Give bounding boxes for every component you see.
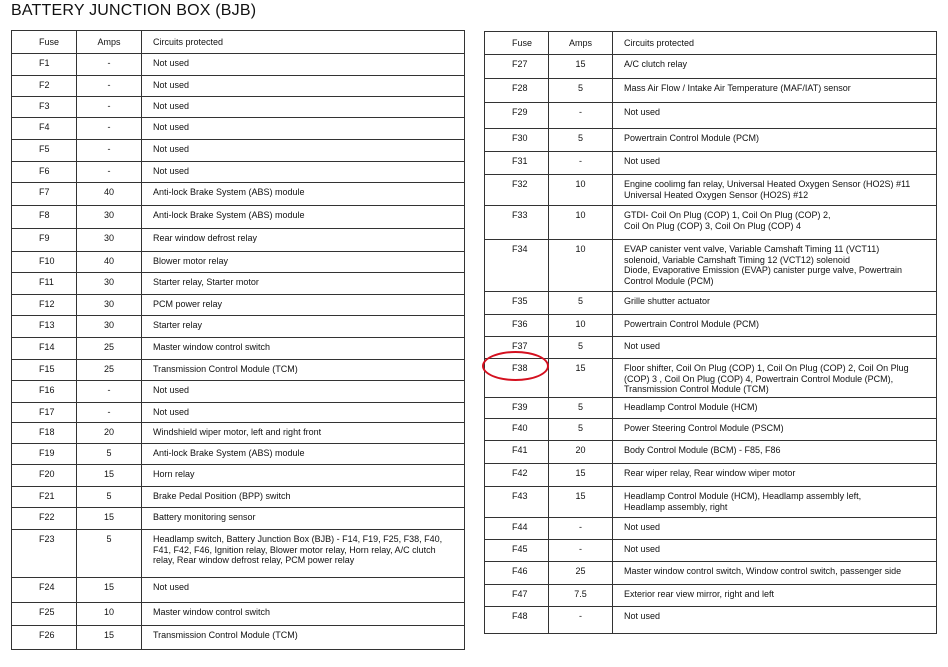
fuse-cell: F5	[12, 140, 77, 162]
circuits-cell	[613, 292, 937, 315]
circuits-cell	[613, 337, 937, 359]
circuits-line: A/C clutch relay	[624, 59, 688, 69]
fuse-cell: F34	[485, 240, 549, 292]
fuse-cell: F28	[485, 79, 549, 103]
amps-cell: 10	[549, 315, 613, 337]
table-header-row	[12, 31, 465, 54]
circuits-cell	[613, 79, 937, 103]
table-row	[12, 229, 465, 252]
circuits-line: Power Steering Control Module (PSCM)	[624, 423, 784, 433]
circuits-line: Starter relay	[153, 320, 203, 331]
table-row	[485, 292, 937, 315]
amps-cell: -	[549, 518, 613, 540]
amps-cell: -	[77, 97, 142, 118]
fuse-cell: F4	[12, 118, 77, 140]
amps-cell: 5	[549, 398, 613, 419]
fuse-cell: F2	[12, 76, 77, 97]
amps-cell: 5	[77, 444, 142, 465]
amps-cell: 15	[549, 487, 613, 518]
table-row	[485, 441, 937, 464]
circuits-line: Not used	[153, 58, 190, 69]
circuits-cell	[142, 625, 465, 649]
circuits-line: Not used	[153, 385, 190, 396]
table-row	[12, 625, 465, 649]
amps-cell: 15	[549, 359, 613, 398]
circuits-cell	[142, 118, 465, 140]
fuse-cell: F47	[485, 585, 549, 607]
circuits-line: Control Module (PCM)	[624, 275, 714, 286]
table-row	[12, 206, 465, 229]
circuits-line: Not used	[624, 544, 661, 554]
table-row	[12, 316, 465, 338]
table-row	[485, 152, 937, 175]
circuits-line: Anti-lock Brake System (ABS) module	[153, 448, 305, 459]
fuse-cell: F32	[485, 175, 549, 206]
amps-cell: -	[77, 162, 142, 183]
circuits-line: Rear window defrost relay	[153, 233, 258, 244]
circuits-line: solenoid, Variable Camshaft Timing 12 (VCT12) solenoid	[624, 254, 850, 265]
table-row	[12, 530, 465, 578]
table-row	[12, 602, 465, 625]
fuse-cell: F14	[12, 338, 77, 360]
table-row	[12, 273, 465, 295]
circuits-line: Not used	[153, 144, 190, 155]
fuse-cell: F41	[485, 441, 549, 464]
highlight-circle-f38	[482, 351, 549, 381]
amps-cell: 10	[549, 206, 613, 240]
circuits-line: Not used	[153, 101, 190, 112]
amps-cell: 5	[549, 337, 613, 359]
fuse-cell: F40	[485, 419, 549, 441]
amps-cell: -	[77, 118, 142, 140]
table-row	[485, 129, 937, 152]
fuse-cell: F48	[485, 607, 549, 634]
circuits-line: Master window control switch	[153, 342, 271, 353]
circuits-line: Not used	[624, 156, 661, 166]
circuits-cell	[142, 360, 465, 381]
fuse-cell: F18	[12, 423, 77, 444]
amps-cell: 10	[77, 602, 142, 625]
circuits-line: Headlamp switch, Battery Junction Box (BJB) - F14, F19, F25, F38, F40,	[153, 534, 443, 545]
table-row	[12, 444, 465, 465]
table-row	[12, 423, 465, 444]
circuits-line: Transmission Control Module (TCM)	[153, 364, 298, 375]
fuse-cell: F39	[485, 398, 549, 419]
table-row	[12, 403, 465, 423]
circuits-line: Powertrain Control Module (PCM)	[624, 133, 760, 143]
table-row	[485, 585, 937, 607]
table-row	[12, 97, 465, 118]
fuse-cell: F44	[485, 518, 549, 540]
circuits-line: Diode, Evaporative Emission (EVAP) canister purge valve, Powertrain	[624, 265, 902, 275]
table-header-row	[485, 32, 937, 55]
circuits-line: Transmission Control Module (TCM)	[153, 629, 298, 640]
circuits-cell	[613, 487, 937, 518]
circuits-cell	[142, 229, 465, 252]
circuits-line: Windshield wiper motor, left and right front	[153, 427, 322, 438]
amps-cell: 25	[77, 338, 142, 360]
circuits-line: Anti-lock Brake System (ABS) module	[153, 187, 305, 198]
table-row	[485, 175, 937, 206]
fuse-column-header: Fuse	[485, 32, 549, 55]
amps-cell: 15	[77, 578, 142, 602]
circuits-cell	[613, 585, 937, 607]
circuits-cell	[613, 540, 937, 562]
fuse-cell: F46	[485, 562, 549, 585]
circuits-line: Master window control switch	[153, 606, 271, 617]
table-row	[485, 562, 937, 585]
fuse-column-header: Fuse	[12, 31, 77, 54]
fuse-cell: F36	[485, 315, 549, 337]
table-row	[485, 540, 937, 562]
circuits-cell	[613, 129, 937, 152]
fuse-cell: F38	[485, 359, 549, 398]
amps-cell: -	[77, 54, 142, 76]
table-row	[485, 464, 937, 487]
fuse-cell: F7	[12, 183, 77, 206]
circuits-cell	[142, 465, 465, 487]
circuits-line: Headlamp Control Module (HCM)	[624, 402, 758, 412]
amps-cell: 5	[549, 292, 613, 315]
circuits-cell	[142, 338, 465, 360]
amps-cell: -	[77, 403, 142, 423]
circuits-cell	[613, 464, 937, 487]
fuse-cell: F35	[485, 292, 549, 315]
circuits-line: PCM power relay	[153, 299, 223, 310]
fuse-cell: F19	[12, 444, 77, 465]
circuits-cell	[142, 578, 465, 602]
amps-cell: -	[549, 103, 613, 129]
circuits-cell	[142, 273, 465, 295]
fuse-table-right	[484, 31, 937, 634]
circuits-cell	[142, 162, 465, 183]
circuits-line: Master window control switch, Window control switch, passenger side	[624, 566, 902, 576]
amps-cell: -	[549, 152, 613, 175]
circuits-line: Not used	[153, 166, 190, 177]
amps-cell: -	[77, 381, 142, 403]
table-row	[12, 338, 465, 360]
amps-cell: 15	[549, 464, 613, 487]
circuits-cell	[142, 316, 465, 338]
amps-cell: 15	[77, 465, 142, 487]
circuits-cell	[613, 55, 937, 79]
circuits-line: Body Control Module (BCM) - F85, F86	[624, 445, 781, 455]
circuits-line: F41, F42, F46, Ignition relay, Blower motor relay, Horn relay, A/C clutch	[153, 544, 436, 555]
circuits-cell	[613, 562, 937, 585]
amps-cell: -	[549, 540, 613, 562]
fuse-cell: F3	[12, 97, 77, 118]
amps-cell: 15	[77, 508, 142, 530]
fuse-cell: F17	[12, 403, 77, 423]
table-row	[485, 79, 937, 103]
fuse-cell: F11	[12, 273, 77, 295]
page-title: BATTERY JUNCTION BOX (BJB)	[11, 2, 257, 19]
circuits-cell	[142, 381, 465, 403]
table-row	[12, 140, 465, 162]
fuse-cell: F9	[12, 229, 77, 252]
amps-cell: 25	[77, 360, 142, 381]
fuse-cell: F12	[12, 295, 77, 316]
circuits-line: Not used	[624, 611, 661, 621]
table-row	[485, 315, 937, 337]
table-row	[485, 206, 937, 240]
amps-cell: 30	[77, 229, 142, 252]
circuits-line: Headlamp Control Module (HCM), Headlamp assembly left,	[624, 491, 862, 501]
circuits-cell	[142, 54, 465, 76]
circuits-line: Powertrain Control Module (PCM)	[624, 319, 760, 329]
fuse-cell: F23	[12, 530, 77, 578]
circuits-line: Not used	[624, 341, 661, 351]
fuse-cell: F10	[12, 252, 77, 273]
circuits-line: Not used	[153, 80, 190, 91]
circuits-line: Not used	[153, 407, 190, 418]
amps-cell: 5	[549, 129, 613, 152]
circuits-line: Not used	[153, 122, 190, 133]
table-row	[12, 76, 465, 97]
amps-cell: -	[77, 140, 142, 162]
circuits-cell	[613, 419, 937, 441]
circuits-cell	[613, 398, 937, 419]
circuits-cell	[142, 252, 465, 273]
amps-cell: 30	[77, 206, 142, 229]
circuits-cell	[142, 602, 465, 625]
circuits-column-header: Circuits protected	[142, 31, 465, 54]
circuits-cell	[142, 295, 465, 316]
circuits-line: Not used	[624, 522, 661, 532]
table-row	[12, 118, 465, 140]
fuse-cell: F27	[485, 55, 549, 79]
circuits-line: GTDI- Coil On Plug (COP) 1, Coil On Plug (COP) 2,	[624, 210, 831, 220]
table-row	[485, 359, 937, 398]
circuits-cell	[142, 423, 465, 444]
circuits-cell	[613, 359, 937, 398]
amps-cell: 15	[77, 625, 142, 649]
fuse-cell: F26	[12, 625, 77, 649]
table-row	[12, 295, 465, 316]
circuits-line: Engine coolimg fan relay, Universal Heated Oxygen Sensor (HO2S) #11	[624, 179, 911, 189]
table-row	[12, 54, 465, 76]
fuse-cell: F25	[12, 602, 77, 625]
circuits-cell	[142, 487, 465, 508]
table-row	[12, 360, 465, 381]
fuse-table-left	[11, 30, 465, 650]
circuits-column-header: Circuits protected	[613, 32, 937, 55]
fuse-cell: F1	[12, 54, 77, 76]
amps-cell: 40	[77, 252, 142, 273]
amps-cell: 30	[77, 273, 142, 295]
fuse-cell: F37	[485, 337, 549, 359]
amps-cell: 30	[77, 295, 142, 316]
circuits-line: Horn relay	[153, 469, 195, 480]
amps-cell: -	[549, 607, 613, 634]
fuse-cell: F13	[12, 316, 77, 338]
circuits-cell	[142, 140, 465, 162]
amps-cell: 40	[77, 183, 142, 206]
circuits-cell	[142, 183, 465, 206]
circuits-line: Not used	[153, 582, 190, 593]
circuits-cell	[613, 175, 937, 206]
amps-cell: 5	[77, 530, 142, 578]
fuse-cell: F45	[485, 540, 549, 562]
circuits-cell	[613, 607, 937, 634]
table-row	[485, 419, 937, 441]
table-row	[12, 578, 465, 602]
circuits-cell	[613, 441, 937, 464]
fuse-cell: F33	[485, 206, 549, 240]
circuits-cell	[142, 508, 465, 530]
table-row	[485, 337, 937, 359]
amps-cell: 5	[77, 487, 142, 508]
fuse-cell: F15	[12, 360, 77, 381]
amps-cell: 5	[549, 419, 613, 441]
circuits-line: Coil On Plug (COP) 3, Coil On Plug (COP) 4	[624, 220, 802, 231]
circuits-cell	[142, 403, 465, 423]
amps-cell: 10	[549, 240, 613, 292]
circuits-cell	[613, 240, 937, 292]
table-row	[12, 183, 465, 206]
circuits-cell	[142, 444, 465, 465]
amps-cell: 7.5	[549, 585, 613, 607]
amps-cell: 10	[549, 175, 613, 206]
circuits-cell	[613, 103, 937, 129]
circuits-cell	[613, 206, 937, 240]
circuits-cell	[142, 206, 465, 229]
circuits-line: Not used	[624, 107, 661, 117]
table-row	[485, 55, 937, 79]
table-row	[485, 398, 937, 419]
circuits-line: Starter relay, Starter motor	[153, 277, 259, 288]
amps-column-header: Amps	[549, 32, 613, 55]
circuits-line: Blower motor relay	[153, 256, 229, 267]
circuits-line: EVAP canister vent valve, Variable Camshaft Timing 11 (VCT11)	[624, 244, 880, 254]
fuse-cell: F29	[485, 103, 549, 129]
circuits-cell	[613, 152, 937, 175]
fuse-cell: F24	[12, 578, 77, 602]
table-row	[485, 240, 937, 292]
circuits-line: relay, Rear window defrost relay, PCM power relay	[153, 555, 355, 566]
circuits-line: Grille shutter actuator	[624, 296, 711, 306]
circuits-line: (COP) 3 , Coil On Plug (COP) 4, Powertrain Control Module (PCM),	[624, 373, 894, 384]
amps-cell: 15	[549, 55, 613, 79]
fuse-cell: F20	[12, 465, 77, 487]
circuits-cell	[142, 76, 465, 97]
fuse-cell: F30	[485, 129, 549, 152]
table-row	[12, 252, 465, 273]
fuse-cell: F31	[485, 152, 549, 175]
fuse-cell: F43	[485, 487, 549, 518]
circuits-line: Brake Pedal Position (BPP) switch	[153, 491, 291, 502]
circuits-cell	[613, 315, 937, 337]
amps-cell: 25	[549, 562, 613, 585]
amps-cell: -	[77, 76, 142, 97]
circuits-cell	[142, 97, 465, 118]
circuits-cell	[142, 530, 465, 578]
table-row	[12, 465, 465, 487]
fuse-cell: F21	[12, 487, 77, 508]
table-row	[485, 607, 937, 634]
circuits-cell	[613, 518, 937, 540]
circuits-line: Rear wiper relay, Rear window wiper motor	[624, 468, 796, 478]
circuits-line: Exterior rear view mirror, right and left	[624, 589, 775, 599]
amps-cell: 5	[549, 79, 613, 103]
amps-cell: 30	[77, 316, 142, 338]
amps-cell: 20	[77, 423, 142, 444]
circuits-line: Floor shifter, Coil On Plug (COP) 1, Coil On Plug (COP) 2, Coil On Plug	[624, 363, 909, 373]
table-row	[485, 518, 937, 540]
amps-column-header: Amps	[77, 31, 142, 54]
circuits-line: Universal Heated Oxygen Sensor (HO2S) #12	[624, 189, 809, 200]
fuse-cell: F6	[12, 162, 77, 183]
table-row	[485, 103, 937, 129]
circuits-line: Anti-lock Brake System (ABS) module	[153, 210, 305, 221]
fuse-cell: F8	[12, 206, 77, 229]
fuse-cell: F42	[485, 464, 549, 487]
fuse-cell: F22	[12, 508, 77, 530]
circuits-line: Headlamp assembly, right	[624, 501, 728, 512]
amps-cell: 20	[549, 441, 613, 464]
table-row	[12, 381, 465, 403]
fuse-cell: F16	[12, 381, 77, 403]
circuits-line: Transmission Control Module (TCM)	[624, 384, 769, 394]
table-row	[12, 162, 465, 183]
table-row	[12, 508, 465, 530]
circuits-line: Mass Air Flow / Intake Air Temperature (MAF/IAT) sensor	[624, 83, 851, 93]
table-row	[12, 487, 465, 508]
circuits-line: Battery monitoring sensor	[153, 512, 256, 523]
table-row	[485, 487, 937, 518]
